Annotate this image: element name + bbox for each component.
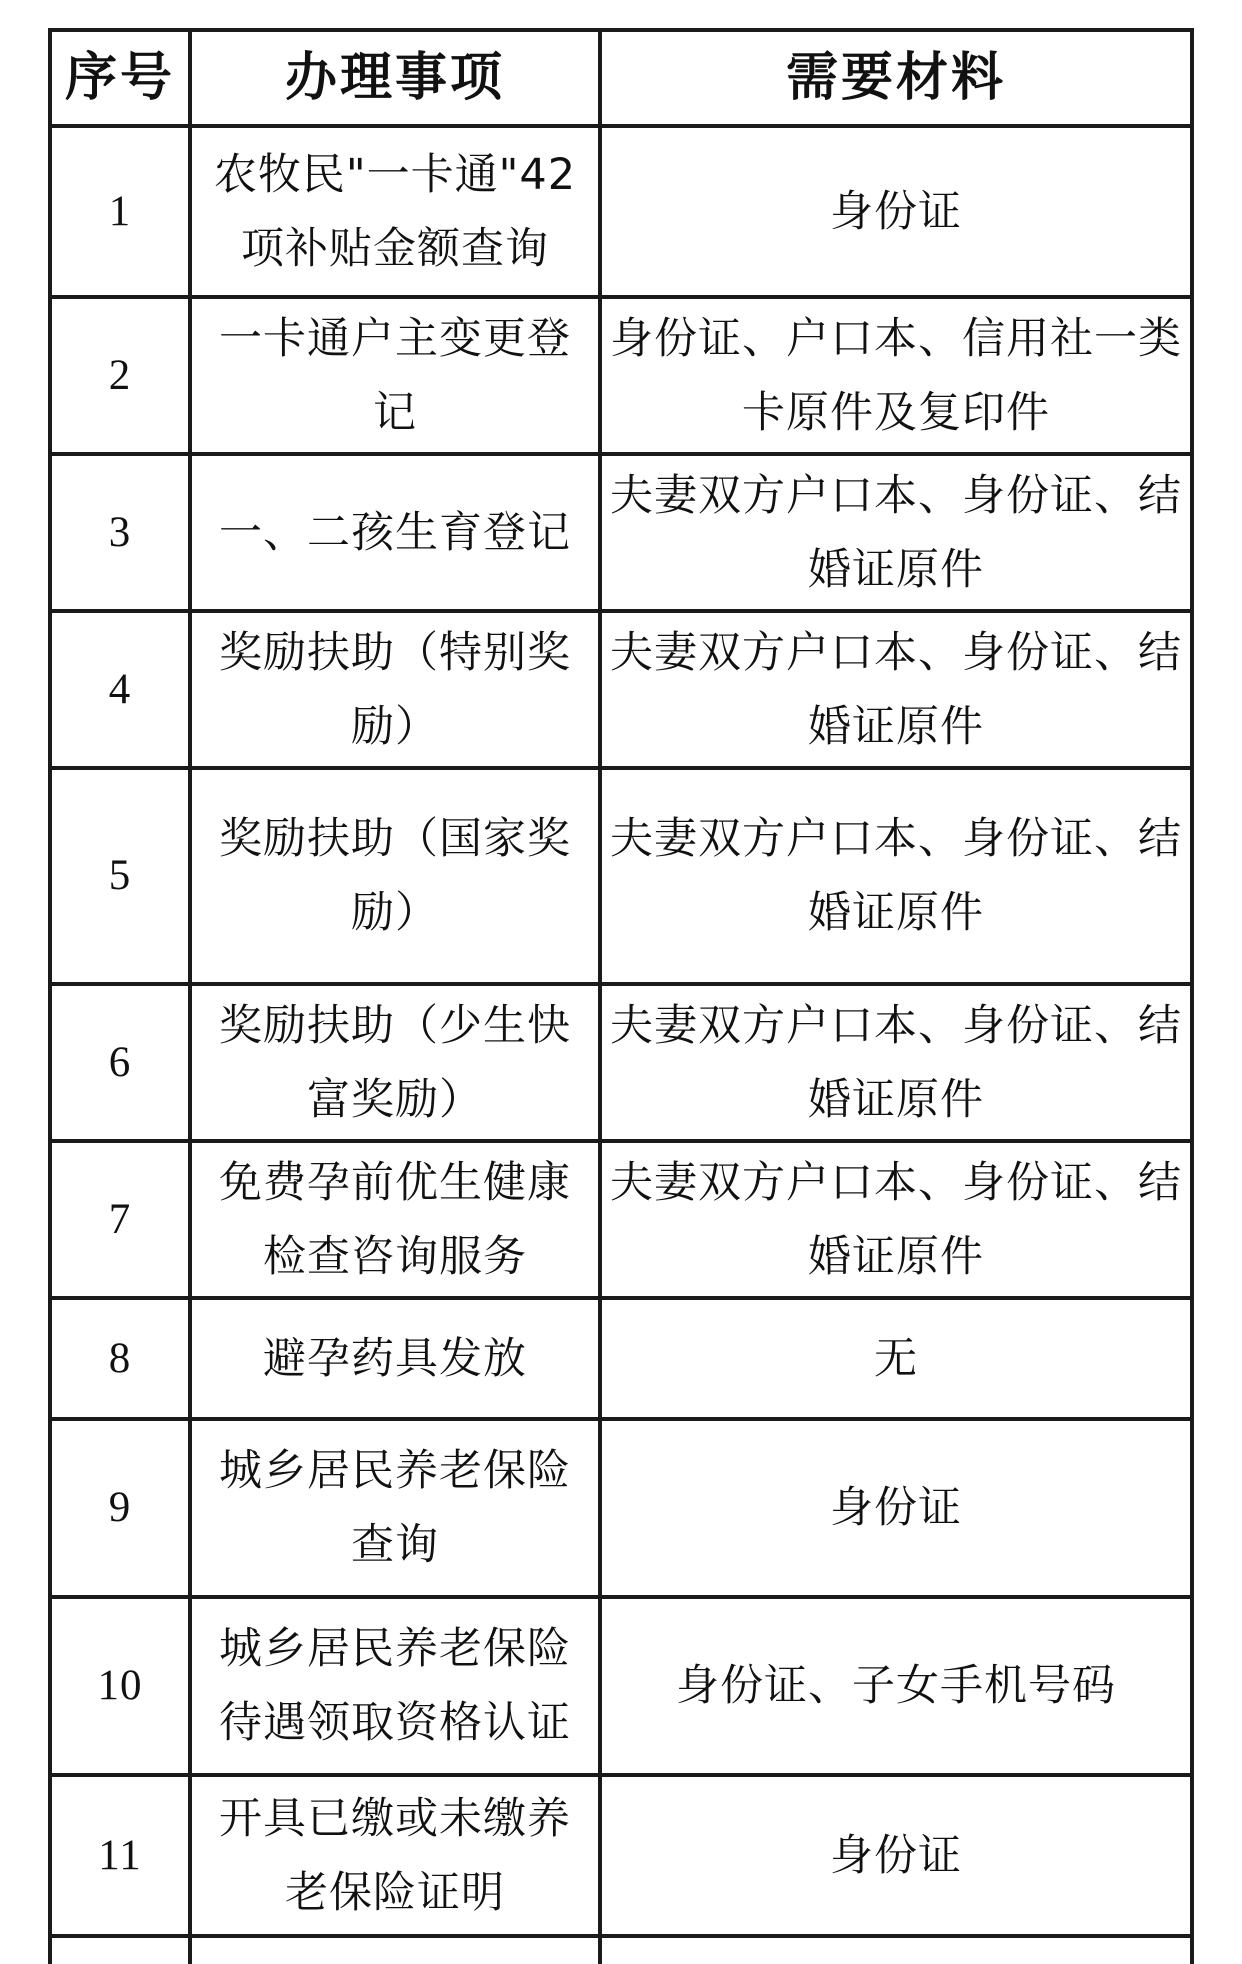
row-materials: 无 <box>600 1298 1192 1419</box>
table-row <box>50 297 1192 454</box>
row-number: 10 <box>50 1597 190 1775</box>
row-item: 奖励扶助（国家奖励） <box>190 768 600 984</box>
row-materials: 身份证、户口本、信用社一类卡原件及复印件 <box>600 297 1192 454</box>
row-number: 4 <box>50 611 190 768</box>
row-item: 一、二孩生育登记 <box>190 454 600 611</box>
row-number: 6 <box>50 984 190 1141</box>
row-number: 2 <box>50 297 190 454</box>
row-materials: 夫妻双方户口本、身份证、结婚证原件 <box>600 1141 1192 1298</box>
row-item: 奖励扶助（少生快富奖励） <box>190 984 600 1141</box>
table-row <box>50 984 1192 1141</box>
row-item: 避孕药具发放 <box>190 1298 600 1419</box>
row-number: 7 <box>50 1141 190 1298</box>
empty-cell <box>600 1936 1192 1964</box>
header-no: 序号 <box>50 30 190 126</box>
row-item: 城乡居民养老保险查询 <box>190 1419 600 1597</box>
services-table <box>48 28 1194 1964</box>
row-materials: 夫妻双方户口本、身份证、结婚证原件 <box>600 454 1192 611</box>
row-number: 3 <box>50 454 190 611</box>
row-number: 11 <box>50 1775 190 1936</box>
empty-cell <box>190 1936 600 1964</box>
row-materials: 身份证 <box>600 126 1192 297</box>
row-item: 农牧民"一卡通"42项补贴金额查询 <box>190 126 600 297</box>
row-materials: 身份证 <box>600 1419 1192 1597</box>
row-item: 免费孕前优生健康检查咨询服务 <box>190 1141 600 1298</box>
table-row <box>50 1298 1192 1419</box>
header-item: 办理事项 <box>190 30 600 126</box>
row-materials: 夫妻双方户口本、身份证、结婚证原件 <box>600 768 1192 984</box>
table-header-row <box>50 30 1192 126</box>
table-row <box>50 768 1192 984</box>
row-item: 开具已缴或未缴养老保险证明 <box>190 1775 600 1936</box>
row-number: 8 <box>50 1298 190 1419</box>
row-item: 城乡居民养老保险待遇领取资格认证 <box>190 1597 600 1775</box>
table-row <box>50 611 1192 768</box>
table-row <box>50 1419 1192 1597</box>
table-row-cut-off <box>50 1936 1192 1964</box>
row-number: 9 <box>50 1419 190 1597</box>
row-number: 1 <box>50 126 190 297</box>
row-materials: 夫妻双方户口本、身份证、结婚证原件 <box>600 611 1192 768</box>
row-materials: 身份证 <box>600 1775 1192 1936</box>
empty-cell <box>50 1936 190 1964</box>
table-row <box>50 1141 1192 1298</box>
header-materials: 需要材料 <box>600 30 1192 126</box>
table-row <box>50 126 1192 297</box>
row-item: 一卡通户主变更登记 <box>190 297 600 454</box>
table-row <box>50 1597 1192 1775</box>
row-materials: 夫妻双方户口本、身份证、结婚证原件 <box>600 984 1192 1141</box>
row-number: 5 <box>50 768 190 984</box>
table-row <box>50 454 1192 611</box>
row-materials: 身份证、子女手机号码 <box>600 1597 1192 1775</box>
row-item: 奖励扶助（特别奖励） <box>190 611 600 768</box>
table-row <box>50 1775 1192 1936</box>
